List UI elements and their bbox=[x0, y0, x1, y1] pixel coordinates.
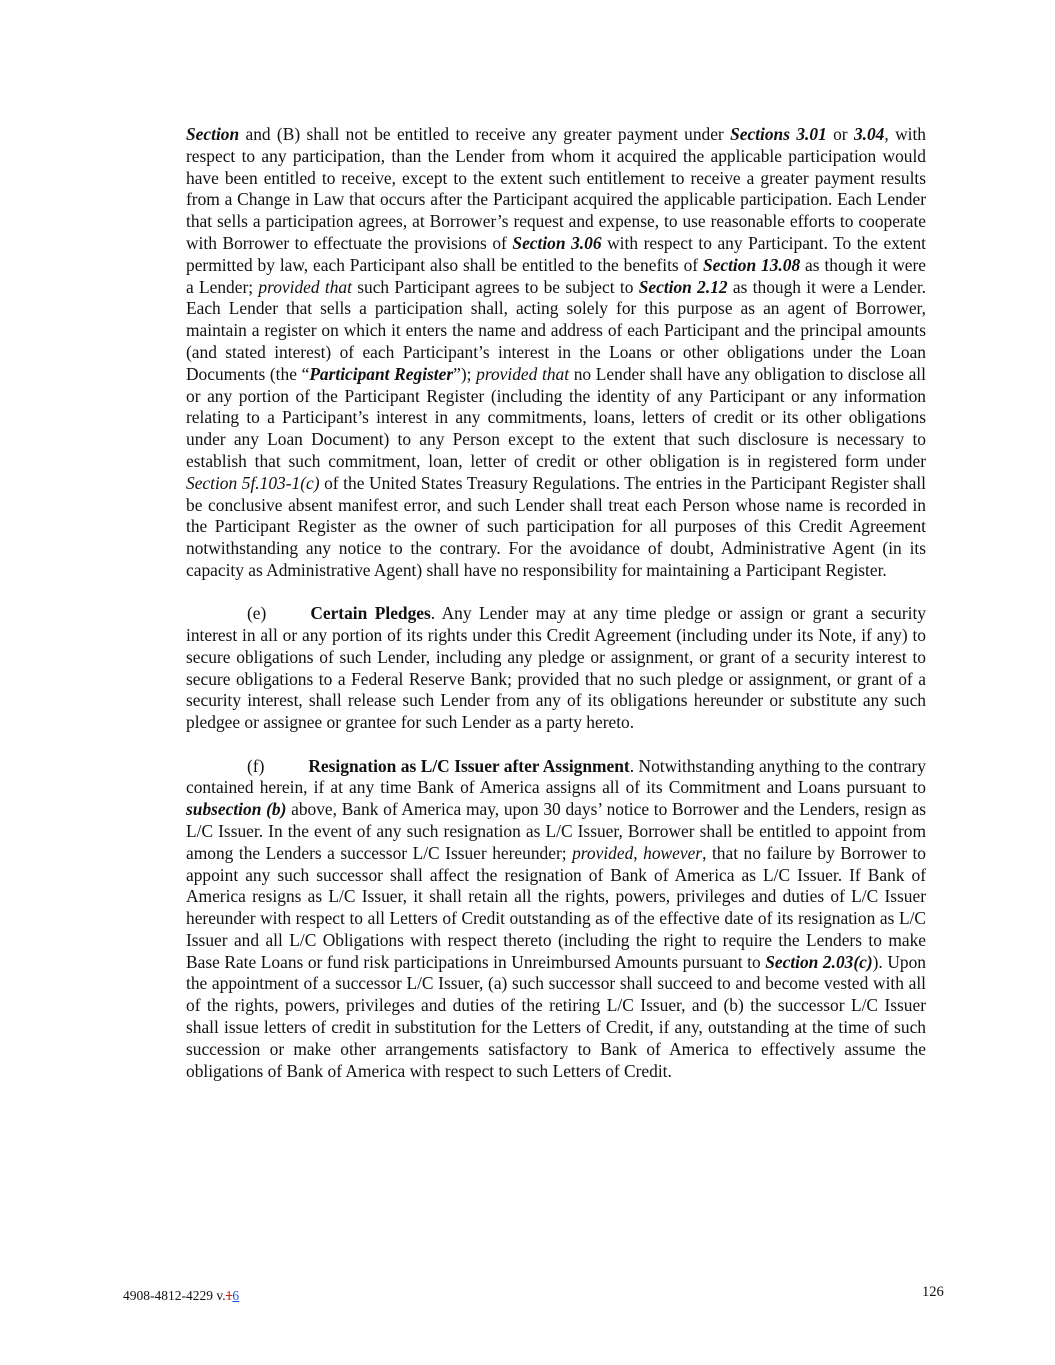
text-run: . Any Lender may at any time pledge or assign or grant a security interest in all or any portion of its rights under this Credit Agreement (including under its Note, if any) to secure obligations of such Lender, including any pledge or assignment, or grant of a security interest to secure obligations to a Federal Reserve Bank; provided that no such pledge or assignment, or grant of a security interest, shall release such Lender from any of its obligations hereunder or substitute any such pledgee or assignee or grantee for such Lender as a party hereto. bbox=[186, 603, 926, 733]
defined-term: Participant Register bbox=[309, 363, 454, 384]
text-run: , bbox=[633, 842, 644, 863]
text-run: ). Upon the appointment of a successor L/C Issuer, (a) such successor shall succeed to and become vested with all of the rights, powers, privileges and duties of the retiring L/C Issuer, and (b) the successor L/C Issuer shall issue letters of credit in substitution for the Letters of Credit, if any, outstanding at the time of such succession or make other arrangements satisfactory to Bank of America to effectively assume the obligations of Bank of America with respect to such Letters of Credit. bbox=[186, 951, 926, 1081]
document-id: 4908-4812-4229 v. bbox=[123, 1288, 226, 1303]
paragraph-number: (f) bbox=[247, 755, 265, 776]
text-run: no Lender shall have any obligation to disclose all or any portion of the Participant Register (including the identity of any Participant or any information relating to a Participant’s interest in any commitments, loans, letters of credit or its other obligations under any Loan Document) to any Person except to the extent that such disclosure is necessary to establish that such commitment, loan, letter of credit or other obligation is in registered form under bbox=[186, 363, 926, 471]
paragraph-f bbox=[186, 756, 926, 1083]
italic-term: provided that bbox=[476, 363, 570, 384]
subsection-ref: subsection (b) bbox=[186, 799, 287, 820]
text-run: as though it were a Lender. Each Lender that sells a participation shall, acting solely for this purpose as an agent of Borrower, maintain a register on which it enters the name and address of each Participant and the principal amounts (and stated interest) of each Participant’s interest in the Loans or other obligations under the Loan Documents (the “ bbox=[186, 276, 926, 384]
section-ref: Section 2.03(c) bbox=[765, 951, 873, 972]
paragraph-d-continued bbox=[186, 124, 926, 582]
paragraph-spacer bbox=[186, 734, 926, 756]
section-ref: Sections 3.01 bbox=[730, 124, 827, 144]
italic-term: provided bbox=[572, 842, 634, 863]
text-run: and (B) shall not be entitled to receive any greater payment under bbox=[239, 124, 731, 144]
paragraph-heading: Resignation as L/C Issuer after Assignment bbox=[308, 755, 630, 776]
paragraph-e bbox=[186, 603, 926, 734]
text-run: with respect to any Participant. To the extent permitted by law, each Participant also shall be entitled to the benefits of bbox=[186, 232, 926, 275]
text-run: . Notwithstanding anything to the contrary contained herein, if at any time Bank of America assigns all of its Commitment and Loans pursuant to bbox=[186, 755, 926, 798]
text-run: or bbox=[826, 124, 854, 144]
body-text bbox=[186, 124, 926, 1082]
text-run: as though it were a Lender; bbox=[186, 254, 926, 297]
text-run: above, Bank of America may, upon 30 days’ notice to Borrower and the Lenders, resign as L/C Issuer. In the event of any such resignation as L/C Issuer, Borrower shall be entitled to appoint from among the Lenders a successor L/C Issuer hereunder; bbox=[186, 799, 926, 863]
version-inserted: 6 bbox=[232, 1288, 240, 1303]
text-run: ”); bbox=[453, 363, 477, 384]
text-run: , that no failure by Borrower to appoint any such successor shall affect the resignation of Bank of America as L/C Issuer. If Bank of America resigns as L/C Issuer, it shall retain all the rights, powers, privileges and duties of L/C Issuer hereunder with respect to all Letters of Credit outstanding as of the effective date of its resignation as L/C Issuer and all L/C Obligations with respect thereto (including the right to require the Lenders to make Base Rate Loans or fund risk participations in Unreimbursed Amounts pursuant to bbox=[186, 842, 926, 972]
section-ref: 3.04 bbox=[853, 124, 885, 144]
italic-term: provided that bbox=[258, 276, 352, 297]
italic-term: however bbox=[643, 842, 703, 863]
document-id-footer bbox=[123, 1288, 239, 1304]
paragraph-number: (e) bbox=[247, 603, 267, 624]
text-run: of the United States Treasury Regulations. The entries in the Participant Register shall be conclusive absent manifest error, and such Lender shall treat each Person whose name is recorded in the Participant Register as the owner of such participation for all purposes of this Credit Agreement notwithstanding any notice to the contrary. For the avoidance of doubt, Administrative Agent (in its capacity as Administrative Agent) shall have no responsibility for maintaining a Participant Register. bbox=[186, 472, 926, 580]
text-run: such Participant agrees to be subject to bbox=[351, 276, 639, 297]
section-ref: Section bbox=[186, 124, 240, 144]
regulation-ref: Section 5f.103-1(c) bbox=[186, 472, 320, 493]
page-number: 126 bbox=[922, 1284, 944, 1300]
paragraph-heading: Certain Pledges bbox=[310, 603, 431, 624]
text-run: , with respect to any participation, than the Lender from whom it acquired the applicable participation would have been entitled to receive, except to the extent such entitlement to receive a greater payment results from a Change in Law that occurs after the Participant acquired the applicable participation. Each Lender that sells a participation agrees, at Borrower’s request and expense, to use reasonable efforts to cooperate with Borrower to effectuate the provisions of bbox=[186, 124, 926, 253]
section-ref: Section 13.08 bbox=[702, 254, 801, 275]
section-ref: Section 2.12 bbox=[638, 276, 728, 297]
version-deleted: 1 bbox=[225, 1288, 233, 1303]
paragraph-spacer bbox=[186, 582, 926, 604]
section-ref: Section 3.06 bbox=[512, 232, 602, 253]
